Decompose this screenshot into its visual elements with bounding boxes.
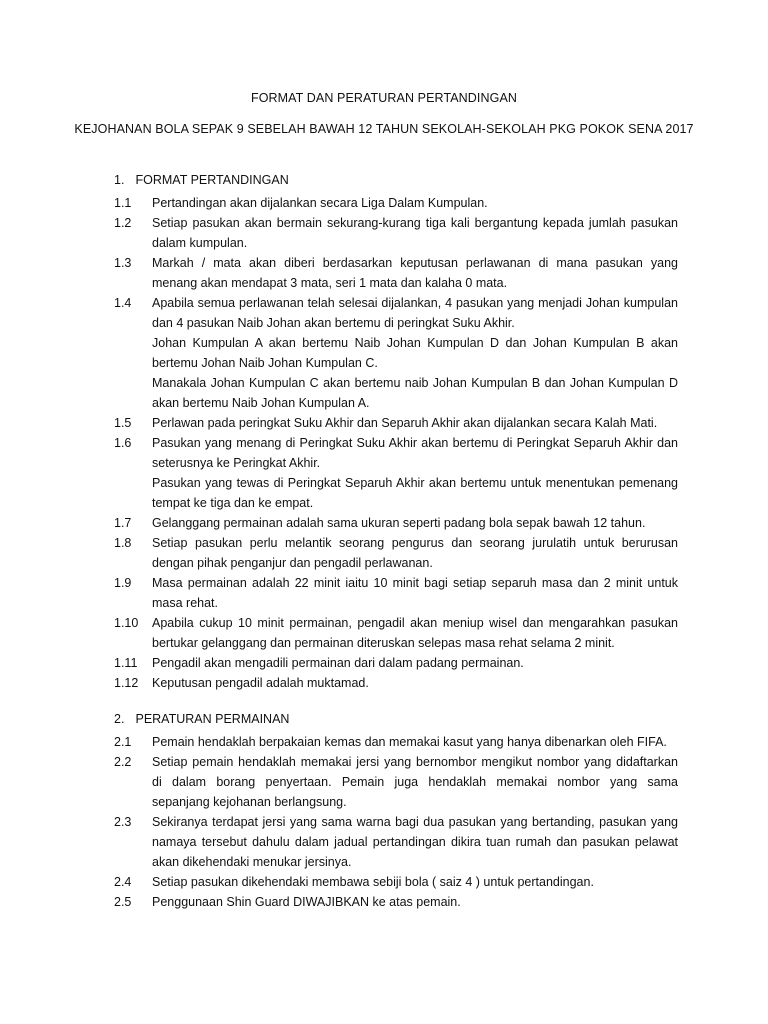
item-text-line: Setiap pasukan akan bermain sekurang-kurang tiga kali bergantung kepada jumlah pasukan <box>152 216 678 230</box>
item-text <box>152 573 678 613</box>
item-text-line: Masa permainan adalah 22 minit iaitu 10 minit bagi setiap separuh masa dan 2 minit untuk <box>152 576 678 590</box>
item-text-line: Keputusan pengadil adalah muktamad. <box>152 676 369 690</box>
item-text-line: Perlawan pada peringkat Suku Akhir dan Separuh Akhir akan dijalankan secara Kalah Mati. <box>152 416 658 430</box>
item-text-line: di dalam borang penyertaan. Pemain juga hendaklah memakai nombor yang sama <box>152 775 678 789</box>
item-text-line: Sekiranya terdapat jersi yang sama warna bagi dua pasukan yang bertanding, pasukan yang <box>152 815 678 829</box>
item-text-line: Markah / mata akan diberi berdasarkan keputusan perlawanan di mana pasukan yang <box>152 256 678 270</box>
item-text-line: Pasukan yang tewas di Peringkat Separuh Akhir akan bertemu untuk menentukan pemenang <box>152 476 678 490</box>
item-number: 1.10 <box>114 616 139 630</box>
item-text-line: dan 4 pasukan Naib Johan akan bertemu di peringkat Suku Akhir. <box>152 316 515 330</box>
item-text-line: akan bertemu Naib Johan Kumpulan A. <box>152 396 370 410</box>
item-text-line: Johan Kumpulan A akan bertemu Naib Johan Kumpulan D dan Johan Kumpulan B akan <box>152 336 678 350</box>
item-text-line: Pemain hendaklah berpakaian kemas dan memakai kasut yang hanya dibenarkan oleh FIFA. <box>152 735 667 749</box>
item-number: 1.11 <box>114 656 138 670</box>
item-text-line: Setiap pasukan perlu melantik seorang pengurus dan seorang jurulatih untuk berurusan <box>152 536 678 550</box>
item-number: 2.3 <box>114 815 132 829</box>
document-subtitle: KEJOHANAN BOLA SEPAK 9 SEBELAH BAWAH 12 TAHUN SEKOLAH-SEKOLAH PKG POKOK SENA 2017 <box>74 122 694 136</box>
item-text-line: Pertandingan akan dijalankan secara Liga Dalam Kumpulan. <box>152 196 488 210</box>
item-text <box>152 673 678 693</box>
section-1-heading <box>114 173 289 187</box>
item-text <box>152 732 678 752</box>
item-text-line: Penggunaan Shin Guard DIWAJIBKAN ke atas pemain. <box>152 895 461 909</box>
item-number: 1.8 <box>114 536 132 550</box>
item-text <box>152 812 678 872</box>
item-text-line: Setiap pasukan dikehendaki membawa sebiji bola ( saiz 4 ) untuk pertandingan. <box>152 875 594 889</box>
item-text-line: bertemu Johan Naib Johan Kumpulan C. <box>152 356 378 370</box>
document-title: FORMAT DAN PERATURAN PERTANDINGAN <box>250 91 518 105</box>
item-text <box>152 752 678 812</box>
item-text <box>152 293 678 413</box>
item-number: 1.3 <box>114 256 132 270</box>
item-text-line: Apabila cukup 10 minit permainan, pengadil akan meniup wisel dan mengarahkan pasukan <box>152 616 678 630</box>
section-2-title: PERATURAN PERMAINAN <box>135 712 290 726</box>
item-number: 1.2 <box>114 216 132 230</box>
item-number: 1.1 <box>114 196 132 210</box>
item-text <box>152 413 678 433</box>
item-text-line: Pasukan yang menang di Peringkat Suku Akhir akan bertemu di Peringkat Separuh Akhir dan <box>152 436 678 450</box>
item-number: 1.9 <box>114 576 132 590</box>
item-number: 1.4 <box>114 296 132 310</box>
item-number: 2.1 <box>114 735 132 749</box>
item-text-line: sepanjang kejohanan berlangsung. <box>152 795 347 809</box>
item-text-line: dalam kumpulan. <box>152 236 248 250</box>
item-text-line: Pengadil akan mengadili permainan dari dalam padang permainan. <box>152 656 524 670</box>
item-text <box>152 872 678 892</box>
item-text-line: bertukar gelanggang dan permainan diteruskan selepas masa rehat selama 2 minit. <box>152 636 615 650</box>
item-text <box>152 433 678 513</box>
item-text-line: namaya tersebut dahulu dalam jadual pertandingan dikira tuan rumah dan pasukan pelawat <box>152 835 678 849</box>
item-text-line: akan dikehendaki menukar jersinya. <box>152 855 352 869</box>
item-text-line: dengan pihak penganjur dan pengadil perlawanan. <box>152 556 433 570</box>
item-number: 1.12 <box>114 676 139 690</box>
item-number: 1.5 <box>114 416 132 430</box>
item-text <box>152 193 678 213</box>
section-2-heading <box>114 712 289 726</box>
item-number: 1.7 <box>114 516 132 530</box>
item-text-line: Manakala Johan Kumpulan C akan bertemu naib Johan Kumpulan B dan Johan Kumpulan D <box>152 376 678 390</box>
item-text <box>152 653 678 673</box>
section-1-number: 1. <box>114 173 125 187</box>
item-number: 2.5 <box>114 895 132 909</box>
item-text-line: menang akan mendapat 3 mata, seri 1 mata dan kalaha 0 mata. <box>152 276 508 290</box>
item-text <box>152 253 678 293</box>
item-text <box>152 213 678 253</box>
item-number: 1.6 <box>114 436 132 450</box>
item-number: 2.2 <box>114 755 132 769</box>
section-1-title: FORMAT PERTANDINGAN <box>135 173 289 187</box>
item-text <box>152 613 678 653</box>
item-text-line: Gelanggang permainan adalah sama ukuran seperti padang bola sepak bawah 12 tahun. <box>152 516 646 530</box>
item-text-line: seterusnya ke Peringkat Akhir. <box>152 456 321 470</box>
item-text <box>152 513 678 533</box>
item-text-line: Setiap pemain hendaklah memakai jersi yang bernombor mengikut nombor yang didaftarkan <box>152 755 678 769</box>
item-text-line: Apabila semua perlawanan telah selesai dijalankan, 4 pasukan yang menjadi Johan kumpulan <box>152 296 678 310</box>
section-2-number: 2. <box>114 712 125 726</box>
item-text-line: tempat ke tiga dan ke empat. <box>152 496 314 510</box>
item-text <box>152 533 678 573</box>
item-number: 2.4 <box>114 875 132 889</box>
item-text <box>152 892 678 912</box>
item-text-line: masa rehat. <box>152 596 219 610</box>
